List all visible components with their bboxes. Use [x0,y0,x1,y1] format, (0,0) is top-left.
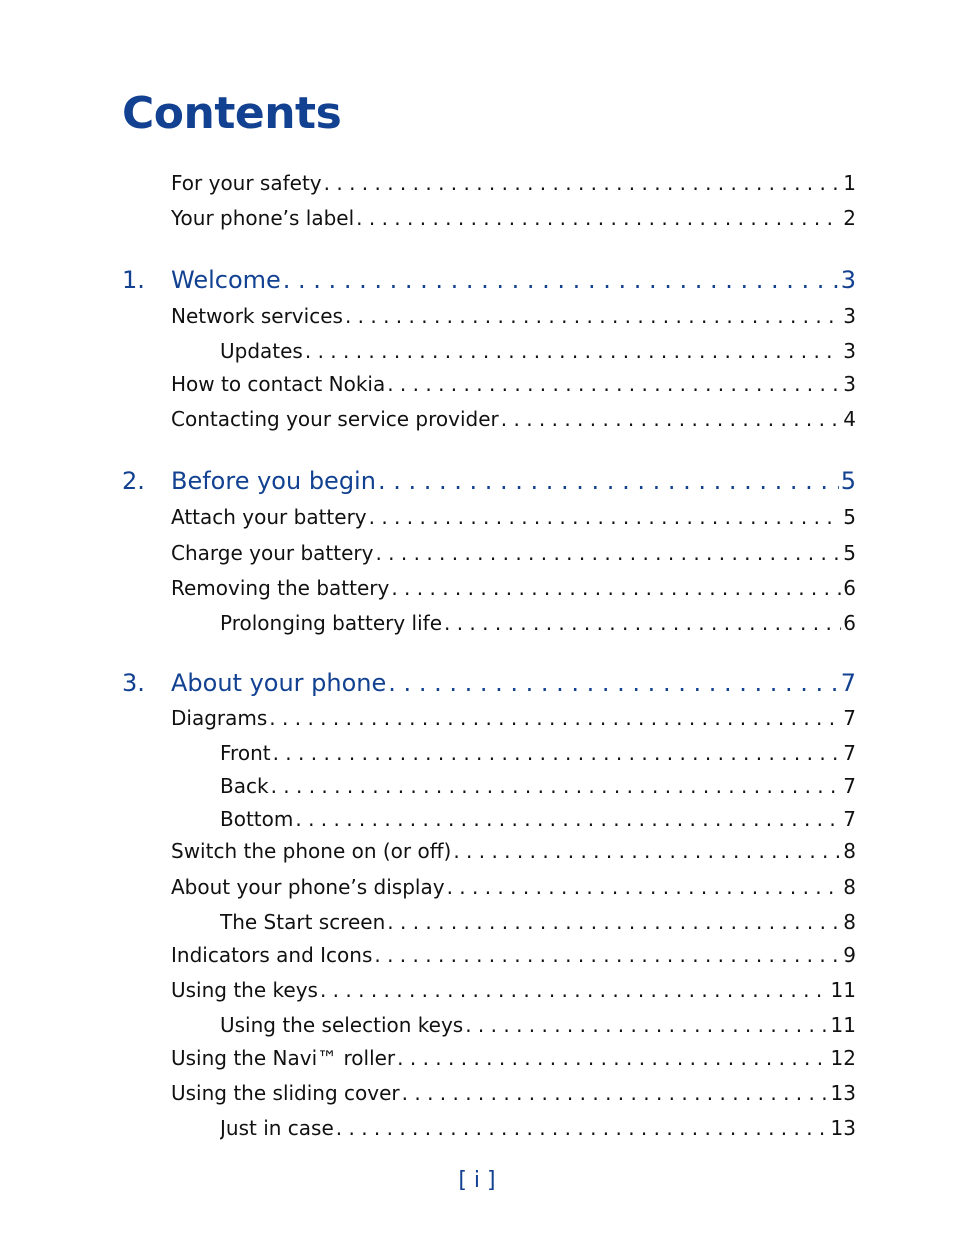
toc-entry-label: Indicators and Icons [171,943,373,967]
toc-entry-label: Charge your battery [171,541,374,565]
chapter-number: 2. [122,467,145,495]
chapter-number: 3. [122,669,145,697]
toc-entry[interactable] [171,872,856,902]
toc-entry-label: Using the keys [171,978,318,1002]
toc-entry-label: Contacting your service provider [171,407,499,431]
toc-entry-label: Diagrams [171,706,268,730]
dot-leader [320,975,829,1005]
toc-entry-page: 9 [843,943,856,967]
toc-entry-label: Front [220,741,271,765]
dot-leader [387,907,841,937]
toc-entry-label: Network services [171,304,343,328]
dot-leader [356,203,841,233]
dot-leader [391,573,841,603]
toc-entry-label: Switch the phone on (or off) [171,839,452,863]
toc-chapter-label: Welcome [171,266,281,294]
toc-entry-page: 2 [843,206,856,230]
toc-entry[interactable] [171,836,856,866]
toc-subentry[interactable] [220,608,856,638]
toc-entry-label: Using the Navi™ roller [171,1046,396,1070]
toc-entry-page: 6 [843,576,856,600]
toc-entry[interactable] [171,1043,856,1073]
toc-subentry[interactable] [220,1113,856,1143]
toc-entry-label: Your phone’s label [171,206,355,230]
toc-entry-page: 1 [843,171,856,195]
toc-chapter-page: 7 [840,669,856,697]
toc-chapter[interactable] [122,466,856,496]
toc-entry-page: 3 [843,372,856,396]
dot-leader [453,836,841,866]
dot-leader [447,872,842,902]
toc-chapter-label: Before you begin [171,467,376,495]
dot-leader [388,668,838,698]
dot-leader [295,804,841,834]
toc-entry[interactable] [171,1078,856,1108]
toc-entry-label: Using the sliding cover [171,1081,400,1105]
toc-entry-page: 6 [843,611,856,635]
dot-leader [305,336,841,366]
dot-leader [369,502,842,532]
toc-entry[interactable] [171,975,856,1005]
page-number-footer: [ i ] [458,1168,496,1193]
toc-subentry[interactable] [220,738,856,768]
dot-leader [345,301,841,331]
toc-entry[interactable] [171,940,856,970]
dot-leader [375,538,841,568]
toc-entry-label: For your safety [171,171,322,195]
toc-subentry[interactable] [220,1010,856,1040]
dot-leader [374,940,841,970]
toc-entry-label: Just in case [220,1116,334,1140]
toc-entry-page: 7 [843,741,856,765]
dot-leader [465,1010,828,1040]
toc-entry[interactable] [171,203,856,233]
toc-entry-label: Removing the battery [171,576,390,600]
toc-entry-page: 8 [843,839,856,863]
toc-subentry[interactable] [220,907,856,937]
toc-chapter[interactable] [122,265,856,295]
toc-entry[interactable] [171,703,856,733]
toc-entry-label: Attach your battery [171,505,367,529]
toc-entry[interactable] [171,573,856,603]
toc-entry-label: Updates [220,339,303,363]
dot-leader [402,1078,829,1108]
dot-leader [324,168,842,198]
dot-leader [271,771,842,801]
toc-entry-page: 13 [830,1116,856,1140]
toc-entry[interactable] [171,502,856,532]
toc-subentry[interactable] [220,804,856,834]
toc-entry-label: How to contact Nokia [171,372,386,396]
toc-entry[interactable] [171,301,856,331]
toc-entry-page: 7 [843,807,856,831]
toc-entry-page: 7 [843,706,856,730]
toc-entry-label: Back [220,774,269,798]
toc-entry-page: 13 [830,1081,856,1105]
dot-leader [444,608,841,638]
toc-entry[interactable] [171,404,856,434]
toc-entry-label: Prolonging battery life [220,611,442,635]
toc-entry-page: 11 [830,978,856,1002]
toc-entry-page: 5 [843,505,856,529]
toc-entry-label: The Start screen [220,910,386,934]
toc-entry-page: 12 [830,1046,856,1070]
toc-entry-page: 7 [843,774,856,798]
dot-leader [283,265,839,295]
toc-chapter-page: 5 [840,467,856,495]
toc-subentry[interactable] [220,336,856,366]
toc-chapter-page: 3 [840,266,856,294]
toc-subentry[interactable] [220,771,856,801]
toc-entry-label: Bottom [220,807,294,831]
dot-leader [336,1113,829,1143]
dot-leader [378,466,839,496]
toc-entry-page: 11 [830,1013,856,1037]
toc-entry-label: About your phone’s display [171,875,445,899]
toc-entry[interactable] [171,168,856,198]
page-title: Contents [122,88,342,139]
toc-entry-page: 5 [843,541,856,565]
toc-entry-page: 4 [843,407,856,431]
toc-entry-label: Using the selection keys [220,1013,464,1037]
toc-entry-page: 8 [843,875,856,899]
toc-entry-page: 3 [843,304,856,328]
dot-leader [269,703,841,733]
dot-leader [397,1043,828,1073]
toc-chapter[interactable] [122,668,856,698]
toc-entry[interactable] [171,538,856,568]
toc-entry[interactable] [171,369,856,399]
dot-leader [273,738,842,768]
dot-leader [501,404,842,434]
toc-entry-page: 3 [843,339,856,363]
toc-entry-page: 8 [843,910,856,934]
dot-leader [387,369,841,399]
chapter-number: 1. [122,266,145,294]
toc-chapter-label: About your phone [171,669,387,697]
